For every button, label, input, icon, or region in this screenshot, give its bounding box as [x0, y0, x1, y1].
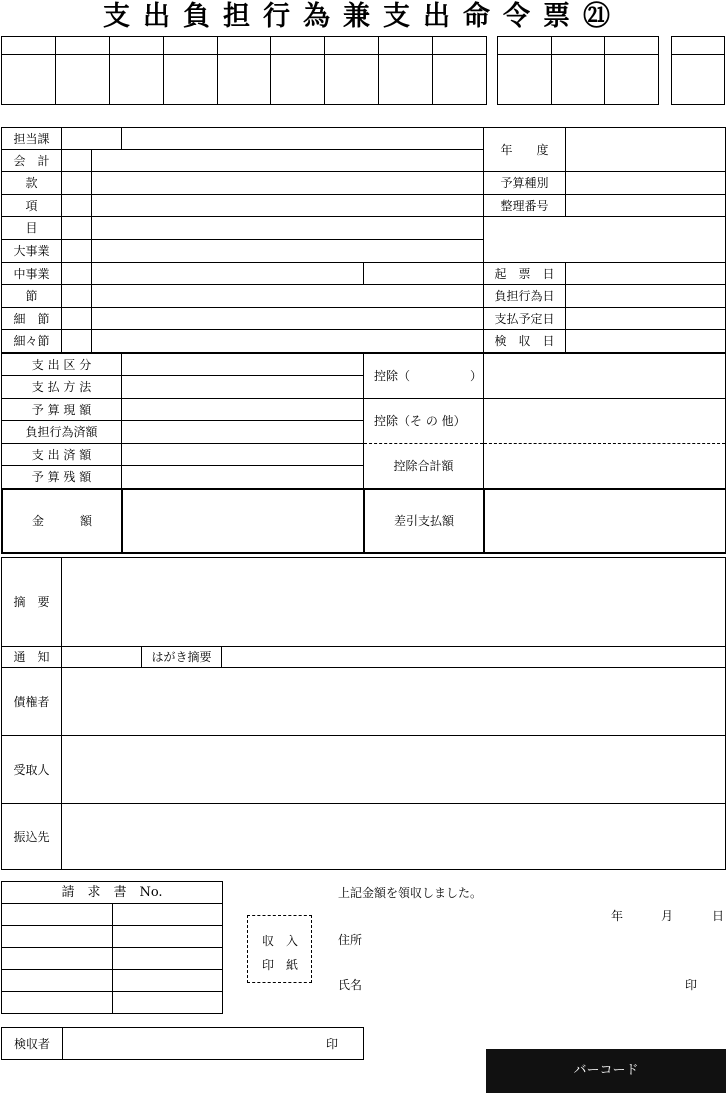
label-shimei: 氏名	[338, 978, 363, 992]
field-kingaku[interactable]	[122, 489, 364, 553]
budget-table	[1, 127, 726, 353]
approval-stamp-grid	[1, 36, 487, 105]
inspector-table	[1, 1027, 364, 1060]
label-hagaki-tekiyou: はがき摘要	[142, 647, 222, 668]
label-yosan-shubetsu: 予算種別	[484, 172, 566, 195]
label-shiharai-yoteibi: 支払予定日	[484, 308, 566, 330]
label-tekiyou: 摘 要	[2, 558, 62, 647]
label-koujo-goukei: 控除合計額	[364, 444, 484, 489]
label-setsu: 節	[2, 285, 62, 308]
label-kihyoubi: 起 票 日	[484, 263, 566, 285]
label-shishutsu-kubun: 支 出 区 分	[2, 354, 122, 376]
label-kenshusha: 検収者	[2, 1028, 63, 1060]
label-in: 印	[685, 978, 698, 992]
field-tekiyou[interactable]	[62, 558, 726, 647]
label-moku: 目	[2, 217, 62, 240]
approval-stamp-grid-3	[671, 36, 725, 105]
label-uketorinin: 受取人	[2, 736, 62, 804]
barcode-area	[486, 1049, 726, 1093]
field-nendo[interactable]	[566, 128, 726, 172]
field-saikensha[interactable]	[62, 668, 726, 736]
label-yosan-gengaku: 予 算 現 額	[2, 399, 122, 421]
payee-table	[1, 557, 726, 870]
label-tantouka: 担当課	[2, 128, 62, 150]
label-sashihiki: 差引支払額	[364, 489, 484, 553]
label-kaikei: 会 計	[2, 150, 62, 172]
label-tsuki: 月	[661, 909, 674, 923]
label-koujo1: 控除（ ）	[364, 354, 484, 399]
invoice-table	[1, 881, 223, 1014]
field-sashihiki[interactable]	[484, 489, 726, 553]
label-futan-sumigaku: 負担行為済額	[2, 421, 122, 444]
field-uketorinin[interactable]	[62, 736, 726, 804]
label-kingaku: 金 額	[2, 489, 122, 553]
label-futan-kouibi: 負担行為日	[484, 285, 566, 308]
amount-table	[1, 353, 726, 489]
field-tantouka[interactable]	[62, 128, 122, 150]
label-kan: 款	[2, 172, 62, 195]
label-chujigyou: 中事業	[2, 263, 62, 285]
label-furikomisaki: 振込先	[2, 804, 62, 870]
label-saisetsu: 細 節	[2, 308, 62, 330]
label-kenshubi: 検 収 日	[484, 330, 566, 353]
label-jusho: 住所	[338, 933, 363, 947]
label-tsuuchi: 通 知	[2, 647, 62, 668]
label-hi: 日	[712, 909, 725, 923]
page-title: 支出負担行為兼支出命令票㉑	[103, 1, 623, 32]
label-yosan-zangaku: 予 算 残 額	[2, 466, 122, 489]
receipt-statement: 上記金額を領収しました。	[338, 886, 483, 900]
label-shunyu: 収 入	[262, 934, 299, 948]
label-nen: 年	[611, 909, 624, 923]
label-daijigyou: 大事業	[2, 240, 62, 263]
label-seiri-bangou: 整理番号	[484, 195, 566, 217]
revenue-stamp-box	[247, 915, 312, 983]
field-kenshusha[interactable]	[63, 1028, 364, 1060]
label-koujo2: 控除（そ の 他）	[364, 399, 484, 444]
label-saikensha: 債権者	[2, 668, 62, 736]
label-nendo: 年 度	[484, 128, 566, 172]
payment-amount-table	[1, 488, 726, 554]
field-furikomisaki[interactable]	[62, 804, 726, 870]
label-seikyusho: 請 求 書 No.	[2, 882, 223, 904]
label-saisaisetsu: 細々節	[2, 330, 62, 353]
label-inshi: 印 紙	[262, 958, 299, 972]
approval-stamp-grid-2	[497, 36, 659, 105]
label-shishutsu-sumigaku: 支 出 済 額	[2, 444, 122, 466]
label-kou: 項	[2, 195, 62, 217]
label-barcode: バーコード	[573, 1063, 639, 1078]
label-shiharai-houhou: 支 払 方 法	[2, 376, 122, 399]
label-in2: 印	[325, 1036, 338, 1051]
